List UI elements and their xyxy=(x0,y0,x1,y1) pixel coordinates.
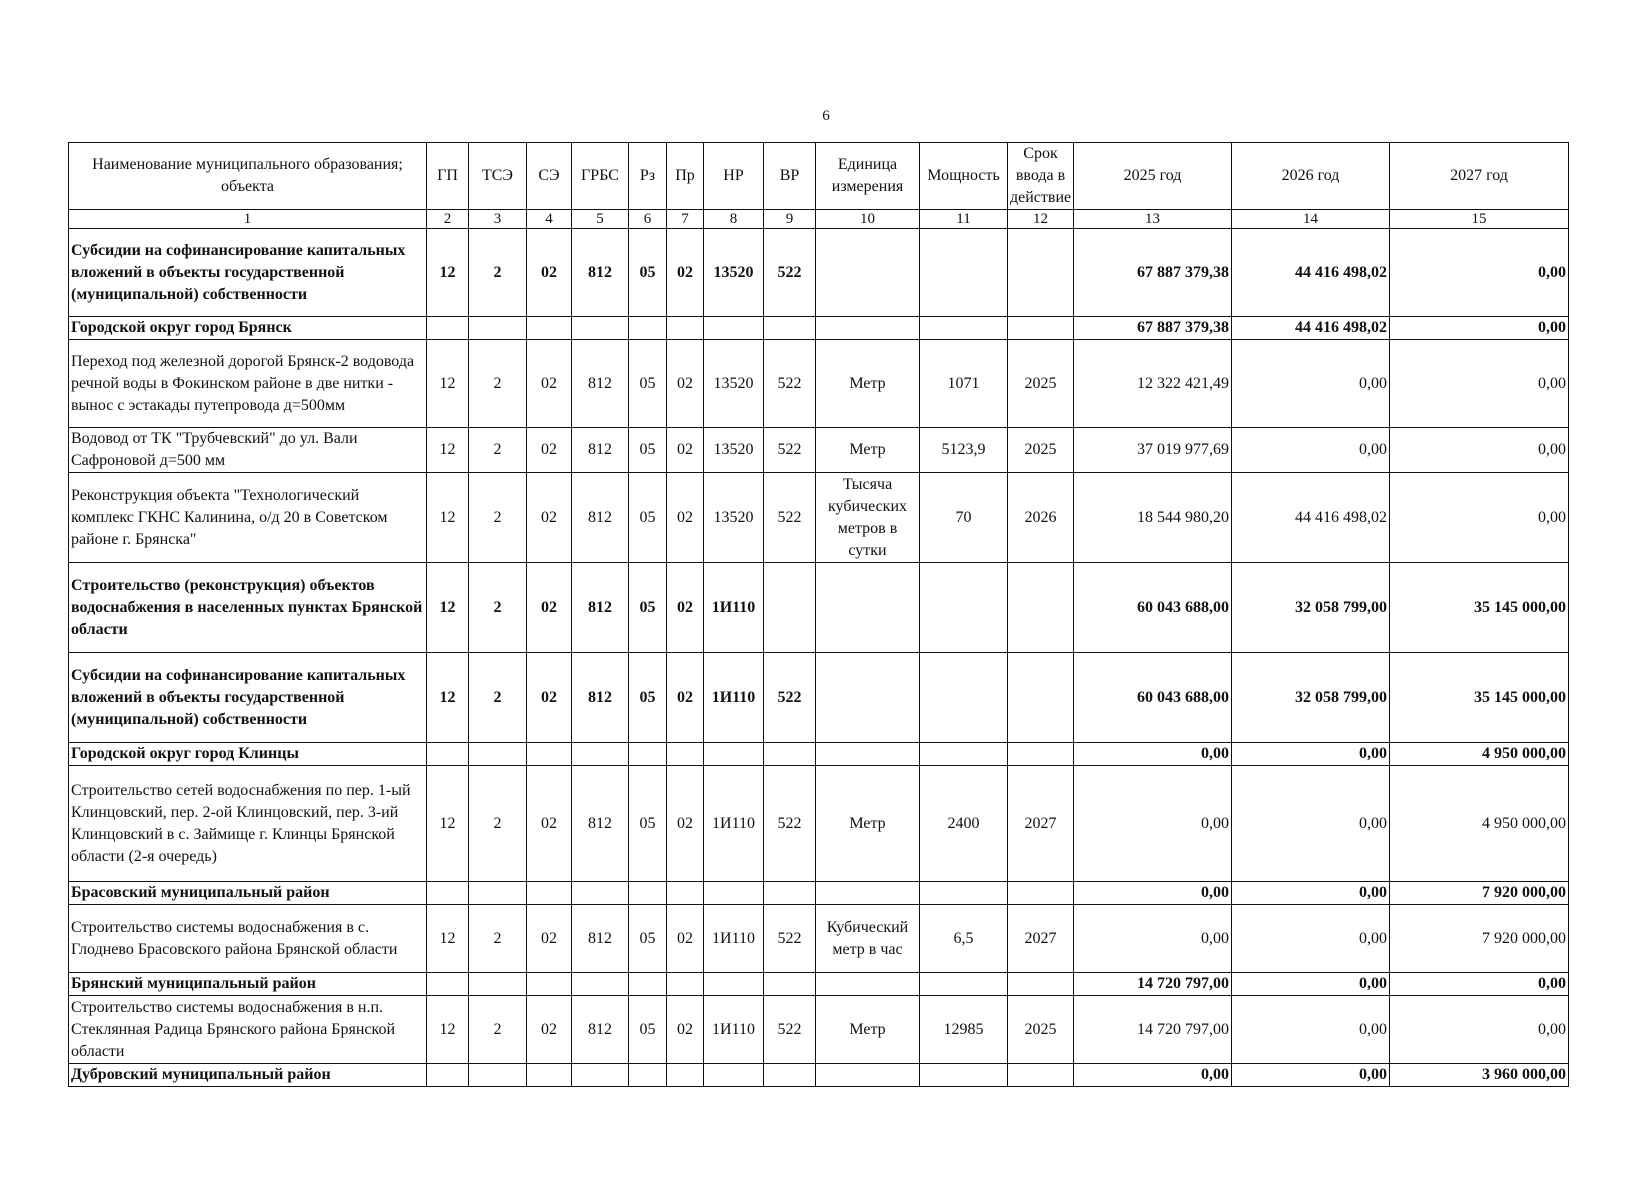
cell-vr: 522 xyxy=(764,473,816,563)
cell-se: 02 xyxy=(527,428,572,473)
cell-tse xyxy=(469,317,527,340)
cell-grbs: 812 xyxy=(572,905,629,973)
cell-rz xyxy=(629,743,667,766)
cell-gp: 12 xyxy=(427,563,469,653)
cell-capacity xyxy=(920,317,1008,340)
column-header: НР xyxy=(704,143,764,210)
column-header: 2025 год xyxy=(1074,143,1232,210)
table-row xyxy=(69,229,1569,317)
column-number: 13 xyxy=(1074,210,1232,229)
cell-rz: 05 xyxy=(629,996,667,1064)
cell-rz xyxy=(629,1064,667,1087)
table-row xyxy=(69,882,1569,905)
object-name: Городской округ город Клинцы xyxy=(69,743,427,766)
cell-grbs xyxy=(572,882,629,905)
cell-capacity xyxy=(920,563,1008,653)
cell-tse: 2 xyxy=(469,996,527,1064)
cell-vr xyxy=(764,1064,816,1087)
cell-vr: 522 xyxy=(764,905,816,973)
cell-capacity: 1071 xyxy=(920,340,1008,428)
cell-pr xyxy=(667,882,704,905)
cell-term: 2027 xyxy=(1008,905,1074,973)
cell-grbs: 812 xyxy=(572,653,629,743)
cell-term xyxy=(1008,1064,1074,1087)
page-number: 6 xyxy=(822,108,830,124)
cell-vr xyxy=(764,743,816,766)
cell-term xyxy=(1008,973,1074,996)
cell-capacity: 6,5 xyxy=(920,905,1008,973)
cell-capacity xyxy=(920,743,1008,766)
cell-pr: 02 xyxy=(667,229,704,317)
cell-2026: 0,00 xyxy=(1232,1064,1390,1087)
cell-term: 2026 xyxy=(1008,473,1074,563)
cell-se: 02 xyxy=(527,653,572,743)
cell-2025: 14 720 797,00 xyxy=(1074,996,1232,1064)
cell-nr: 13520 xyxy=(704,340,764,428)
cell-gp: 12 xyxy=(427,340,469,428)
cell-se xyxy=(527,882,572,905)
column-header: СЭ xyxy=(527,143,572,210)
cell-capacity xyxy=(920,882,1008,905)
cell-2027: 0,00 xyxy=(1390,996,1569,1064)
cell-rz: 05 xyxy=(629,563,667,653)
cell-pr: 02 xyxy=(667,473,704,563)
cell-rz xyxy=(629,973,667,996)
cell-gp: 12 xyxy=(427,996,469,1064)
object-name: Строительство системы водоснабжения в н.п. Стеклянная Радица Брянского района Брянской области xyxy=(69,996,427,1064)
cell-nr xyxy=(704,1064,764,1087)
cell-pr: 02 xyxy=(667,428,704,473)
cell-tse xyxy=(469,743,527,766)
cell-tse xyxy=(469,1064,527,1087)
cell-gp xyxy=(427,1064,469,1087)
cell-gp: 12 xyxy=(427,428,469,473)
cell-nr xyxy=(704,882,764,905)
cell-se xyxy=(527,317,572,340)
cell-2025: 60 043 688,00 xyxy=(1074,563,1232,653)
table-row xyxy=(69,563,1569,653)
cell-2027: 4 950 000,00 xyxy=(1390,743,1569,766)
cell-rz: 05 xyxy=(629,229,667,317)
cell-unit: Метр xyxy=(816,428,920,473)
cell-term: 2027 xyxy=(1008,766,1074,882)
cell-tse: 2 xyxy=(469,229,527,317)
cell-grbs: 812 xyxy=(572,428,629,473)
cell-2026: 44 416 498,02 xyxy=(1232,473,1390,563)
cell-2027: 4 950 000,00 xyxy=(1390,766,1569,882)
cell-nr: 1И110 xyxy=(704,996,764,1064)
cell-2025: 67 887 379,38 xyxy=(1074,317,1232,340)
cell-vr xyxy=(764,563,816,653)
cell-vr: 522 xyxy=(764,340,816,428)
cell-term xyxy=(1008,743,1074,766)
cell-term: 2025 xyxy=(1008,428,1074,473)
cell-capacity xyxy=(920,653,1008,743)
cell-pr: 02 xyxy=(667,905,704,973)
cell-2026: 0,00 xyxy=(1232,905,1390,973)
object-name: Строительство системы водоснабжения в с. Глоднево Брасовского района Брянской области xyxy=(69,905,427,973)
table-row xyxy=(69,428,1569,473)
cell-tse: 2 xyxy=(469,653,527,743)
cell-rz: 05 xyxy=(629,428,667,473)
cell-2027: 3 960 000,00 xyxy=(1390,1064,1569,1087)
cell-2026: 0,00 xyxy=(1232,882,1390,905)
table-row xyxy=(69,317,1569,340)
cell-unit: Метр xyxy=(816,766,920,882)
cell-2025: 12 322 421,49 xyxy=(1074,340,1232,428)
cell-nr xyxy=(704,317,764,340)
cell-unit xyxy=(816,317,920,340)
column-header: 2026 год xyxy=(1232,143,1390,210)
cell-unit xyxy=(816,653,920,743)
cell-pr: 02 xyxy=(667,653,704,743)
cell-se: 02 xyxy=(527,766,572,882)
object-name: Брасовский муниципальный район xyxy=(69,882,427,905)
cell-tse: 2 xyxy=(469,905,527,973)
column-number: 9 xyxy=(764,210,816,229)
column-header: Пр xyxy=(667,143,704,210)
object-name: Водовод от ТК "Трубчевский" до ул. Вали Сафроновой д=500 мм xyxy=(69,428,427,473)
header-row xyxy=(69,143,1569,210)
cell-unit: Кубический метр в час xyxy=(816,905,920,973)
cell-gp: 12 xyxy=(427,229,469,317)
cell-term: 2025 xyxy=(1008,340,1074,428)
cell-gp: 12 xyxy=(427,473,469,563)
cell-nr xyxy=(704,743,764,766)
cell-se: 02 xyxy=(527,473,572,563)
cell-2026: 0,00 xyxy=(1232,743,1390,766)
cell-tse: 2 xyxy=(469,563,527,653)
table-row xyxy=(69,1064,1569,1087)
cell-vr: 522 xyxy=(764,996,816,1064)
cell-2026: 0,00 xyxy=(1232,766,1390,882)
cell-se xyxy=(527,1064,572,1087)
cell-grbs xyxy=(572,973,629,996)
cell-se: 02 xyxy=(527,229,572,317)
cell-grbs: 812 xyxy=(572,340,629,428)
cell-capacity xyxy=(920,229,1008,317)
cell-se xyxy=(527,973,572,996)
cell-2026: 0,00 xyxy=(1232,973,1390,996)
cell-tse: 2 xyxy=(469,428,527,473)
cell-capacity: 2400 xyxy=(920,766,1008,882)
cell-unit xyxy=(816,973,920,996)
cell-2027: 0,00 xyxy=(1390,340,1569,428)
cell-vr: 522 xyxy=(764,653,816,743)
cell-gp: 12 xyxy=(427,653,469,743)
cell-gp: 12 xyxy=(427,766,469,882)
object-name: Брянский муниципальный район xyxy=(69,973,427,996)
cell-2027: 35 145 000,00 xyxy=(1390,653,1569,743)
cell-se: 02 xyxy=(527,563,572,653)
cell-nr xyxy=(704,973,764,996)
column-number: 7 xyxy=(667,210,704,229)
cell-unit: Метр xyxy=(816,340,920,428)
cell-unit: Метр xyxy=(816,996,920,1064)
column-header: Единица измерения xyxy=(816,143,920,210)
cell-gp xyxy=(427,743,469,766)
column-header: ВР xyxy=(764,143,816,210)
cell-vr: 522 xyxy=(764,229,816,317)
cell-pr xyxy=(667,1064,704,1087)
cell-2025: 0,00 xyxy=(1074,882,1232,905)
cell-2025: 18 544 980,20 xyxy=(1074,473,1232,563)
column-number: 14 xyxy=(1232,210,1390,229)
cell-2026: 32 058 799,00 xyxy=(1232,563,1390,653)
column-number: 5 xyxy=(572,210,629,229)
column-header: ТСЭ xyxy=(469,143,527,210)
cell-unit: Тысяча кубических метров в сутки xyxy=(816,473,920,563)
cell-pr: 02 xyxy=(667,996,704,1064)
cell-nr: 1И110 xyxy=(704,766,764,882)
cell-gp: 12 xyxy=(427,905,469,973)
cell-grbs xyxy=(572,743,629,766)
cell-2025: 0,00 xyxy=(1074,1064,1232,1087)
cell-capacity: 70 xyxy=(920,473,1008,563)
cell-term xyxy=(1008,653,1074,743)
cell-se: 02 xyxy=(527,340,572,428)
column-header: Наименование муниципального образования; объекта xyxy=(69,143,427,210)
cell-capacity: 5123,9 xyxy=(920,428,1008,473)
cell-grbs xyxy=(572,317,629,340)
cell-2025: 0,00 xyxy=(1074,905,1232,973)
cell-grbs xyxy=(572,1064,629,1087)
table-row xyxy=(69,766,1569,882)
cell-2027: 0,00 xyxy=(1390,317,1569,340)
cell-unit xyxy=(816,882,920,905)
cell-gp xyxy=(427,882,469,905)
cell-2027: 0,00 xyxy=(1390,473,1569,563)
column-number: 8 xyxy=(704,210,764,229)
table-row xyxy=(69,340,1569,428)
table-row xyxy=(69,973,1569,996)
object-name: Городской округ город Брянск xyxy=(69,317,427,340)
cell-term xyxy=(1008,229,1074,317)
column-header: Срок ввода в действие xyxy=(1008,143,1074,210)
cell-unit xyxy=(816,743,920,766)
object-name: Переход под железной дорогой Брянск-2 водовода речной воды в Фокинском районе в две нитки - вынос с эстакады путепровода д=500мм xyxy=(69,340,427,428)
cell-nr: 13520 xyxy=(704,229,764,317)
table-row xyxy=(69,996,1569,1064)
cell-se: 02 xyxy=(527,905,572,973)
cell-unit xyxy=(816,1064,920,1087)
cell-2027: 35 145 000,00 xyxy=(1390,563,1569,653)
cell-term xyxy=(1008,882,1074,905)
table-row xyxy=(69,905,1569,973)
cell-pr: 02 xyxy=(667,766,704,882)
cell-capacity xyxy=(920,1064,1008,1087)
cell-grbs: 812 xyxy=(572,766,629,882)
cell-nr: 13520 xyxy=(704,473,764,563)
cell-gp xyxy=(427,973,469,996)
cell-grbs: 812 xyxy=(572,563,629,653)
cell-rz xyxy=(629,882,667,905)
cell-tse: 2 xyxy=(469,766,527,882)
column-header: 2027 год xyxy=(1390,143,1569,210)
cell-2025: 60 043 688,00 xyxy=(1074,653,1232,743)
column-number: 2 xyxy=(427,210,469,229)
cell-grbs: 812 xyxy=(572,996,629,1064)
cell-vr xyxy=(764,317,816,340)
cell-nr: 1И110 xyxy=(704,653,764,743)
cell-rz: 05 xyxy=(629,340,667,428)
cell-vr xyxy=(764,973,816,996)
cell-rz: 05 xyxy=(629,473,667,563)
column-number: 6 xyxy=(629,210,667,229)
cell-2026: 0,00 xyxy=(1232,428,1390,473)
cell-2026: 44 416 498,02 xyxy=(1232,229,1390,317)
object-name: Реконструкция объекта "Технологический комплекс ГКНС Калинина, о/д 20 в Советском районе г. Брянска" xyxy=(69,473,427,563)
cell-term: 2025 xyxy=(1008,996,1074,1064)
cell-tse xyxy=(469,973,527,996)
column-header: Мощность xyxy=(920,143,1008,210)
cell-term xyxy=(1008,317,1074,340)
cell-2027: 7 920 000,00 xyxy=(1390,882,1569,905)
column-number: 1 xyxy=(69,210,427,229)
cell-rz xyxy=(629,317,667,340)
cell-2025: 67 887 379,38 xyxy=(1074,229,1232,317)
column-number: 12 xyxy=(1008,210,1074,229)
cell-rz: 05 xyxy=(629,905,667,973)
cell-unit xyxy=(816,563,920,653)
column-number-row xyxy=(69,210,1569,229)
cell-unit xyxy=(816,229,920,317)
cell-2025: 14 720 797,00 xyxy=(1074,973,1232,996)
cell-term xyxy=(1008,563,1074,653)
cell-se xyxy=(527,743,572,766)
cell-vr xyxy=(764,882,816,905)
cell-2025: 0,00 xyxy=(1074,743,1232,766)
cell-gp xyxy=(427,317,469,340)
cell-nr: 13520 xyxy=(704,428,764,473)
cell-pr: 02 xyxy=(667,340,704,428)
column-number: 15 xyxy=(1390,210,1569,229)
column-number: 4 xyxy=(527,210,572,229)
cell-2025: 0,00 xyxy=(1074,766,1232,882)
object-name: Строительство сетей водоснабжения по пер. 1-ый Клинцовский, пер. 2-ой Клинцовский, пер. 3-ий Клинцовский в с. Займище г. Клинцы Брянской области (2-я очередь) xyxy=(69,766,427,882)
cell-2026: 44 416 498,02 xyxy=(1232,317,1390,340)
cell-tse xyxy=(469,882,527,905)
cell-2027: 0,00 xyxy=(1390,428,1569,473)
cell-pr xyxy=(667,743,704,766)
cell-rz: 05 xyxy=(629,766,667,882)
cell-pr xyxy=(667,317,704,340)
object-name: Субсидии на софинансирование капитальных вложений в объекты государственной (муниципальной) собственности xyxy=(69,229,427,317)
column-number: 11 xyxy=(920,210,1008,229)
cell-rz: 05 xyxy=(629,653,667,743)
table-row xyxy=(69,473,1569,563)
cell-pr: 02 xyxy=(667,563,704,653)
cell-2027: 0,00 xyxy=(1390,973,1569,996)
cell-grbs: 812 xyxy=(572,229,629,317)
cell-se: 02 xyxy=(527,996,572,1064)
cell-grbs: 812 xyxy=(572,473,629,563)
cell-tse: 2 xyxy=(469,340,527,428)
budget-table xyxy=(68,142,1569,1087)
column-header: ГРБС xyxy=(572,143,629,210)
table-row xyxy=(69,653,1569,743)
cell-nr: 1И110 xyxy=(704,905,764,973)
column-header: Рз xyxy=(629,143,667,210)
cell-nr: 1И110 xyxy=(704,563,764,653)
cell-capacity xyxy=(920,973,1008,996)
cell-2027: 0,00 xyxy=(1390,229,1569,317)
object-name: Строительство (реконструкция) объектов водоснабжения в населенных пунктах Брянской области xyxy=(69,563,427,653)
cell-vr: 522 xyxy=(764,428,816,473)
cell-2026: 0,00 xyxy=(1232,996,1390,1064)
column-header: ГП xyxy=(427,143,469,210)
object-name: Субсидии на софинансирование капитальных вложений в объекты государственной (муниципальной) собственности xyxy=(69,653,427,743)
cell-2026: 32 058 799,00 xyxy=(1232,653,1390,743)
cell-capacity: 12985 xyxy=(920,996,1008,1064)
cell-vr: 522 xyxy=(764,766,816,882)
cell-pr xyxy=(667,973,704,996)
column-number: 3 xyxy=(469,210,527,229)
cell-2026: 0,00 xyxy=(1232,340,1390,428)
cell-2027: 7 920 000,00 xyxy=(1390,905,1569,973)
column-number: 10 xyxy=(816,210,920,229)
cell-2025: 37 019 977,69 xyxy=(1074,428,1232,473)
cell-tse: 2 xyxy=(469,473,527,563)
table-row xyxy=(69,743,1569,766)
object-name: Дубровский муниципальный район xyxy=(69,1064,427,1087)
